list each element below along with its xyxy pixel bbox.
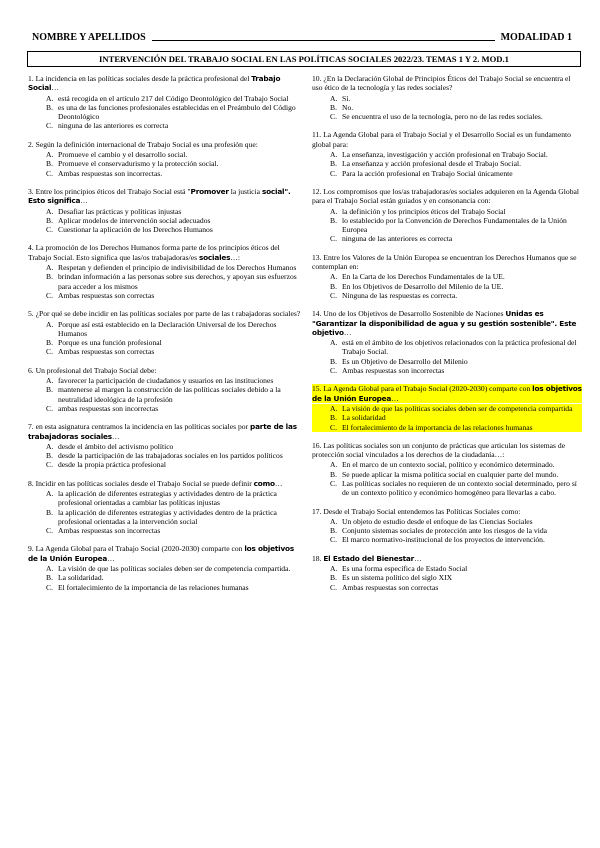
option-letter: A. — [330, 338, 338, 348]
question-text — [312, 187, 582, 206]
option-text: Desafiar las prácticas y políticas injustas — [58, 206, 182, 216]
option-text: ninguna de las anteriores es correcta — [342, 234, 453, 244]
question-stem: 11. La Agenda Global para el Trabajo Social y el Desarrollo Social es un fundamento global para: — [312, 130, 571, 149]
answer-option[interactable] — [28, 385, 304, 404]
answer-option[interactable] — [28, 347, 304, 356]
option-text: La solidaridad — [342, 413, 386, 423]
answer-option[interactable] — [312, 564, 582, 573]
answer-option[interactable] — [28, 489, 304, 508]
answer-options — [28, 207, 304, 235]
question — [28, 140, 304, 178]
option-letter: C. — [46, 403, 53, 413]
option-letter: B. — [46, 507, 53, 517]
question-stem: 12. Los compromisos que los/as trabajadoras/es sociales adquieren en la Agenda Global para el Trabajo Social están guiados y en consonancia con: — [312, 186, 579, 206]
question-keyword: los objetivos de la Unión Europea — [28, 544, 294, 563]
answer-option[interactable] — [312, 460, 582, 469]
option-letter: B. — [46, 102, 53, 112]
question — [28, 422, 304, 469]
option-text: la aplicación de diferentes estrategias y actividades dentro de la práctica profesional orientadas a cambiar las políticas injustas — [58, 488, 277, 508]
option-letter: A. — [330, 93, 338, 103]
question — [312, 309, 582, 375]
option-text: Aplicar modelos de intervención social adecuados — [58, 215, 211, 225]
option-letter: A. — [330, 564, 338, 574]
answer-option[interactable] — [312, 535, 582, 544]
option-text: Conjunto sistemas sociales de protección ante los riesgos de la vida — [342, 526, 547, 536]
modality-label: MODALIDAD 1 — [500, 32, 572, 43]
option-text: Las políticas sociales no requieren de un contexto social determinado, pero sí de un contexto político y económico homogéneo para llevarlas a cabo. — [342, 478, 577, 498]
question — [28, 243, 304, 300]
option-text: está en el ámbito de los objetivos relacionados con la práctica profesional del Trabajo Social. — [342, 338, 577, 357]
option-letter: A. — [330, 206, 338, 216]
question-stem: 16. Las políticas sociales son un conjunto de prácticas que articulan los sistemas de protección social vinculados a los derechos de la ciudadanía…: — [312, 440, 566, 460]
option-text: Ambas respuestas son correctas — [58, 347, 155, 357]
question-stem: 4. La promoción de los Derechos Humanos forma parte de los principios éticos del Trabajo Social. Esto significa que las/os trabajadoras/es — [28, 243, 280, 262]
answer-options — [28, 376, 304, 413]
name-label: NOMBRE Y APELLIDOS — [32, 32, 146, 43]
exam-title: INTERVENCIÓN DEL TRABAJO SOCIAL EN LAS POLÍTICAS SOCIALES 2022/23. TEMAS 1 Y 2. MOD.1 — [27, 51, 581, 67]
option-letter: C. — [46, 225, 53, 235]
option-text: La visión de que las políticas sociales deben ser de competencia compartida. — [58, 564, 291, 574]
answer-option[interactable] — [312, 357, 582, 366]
option-letter: B. — [330, 469, 337, 479]
question-text — [312, 441, 582, 460]
question-stem: 13. Entre los Valores de la Unión Europea se encuentran los Derechos Humanos que se contemplan en: — [312, 252, 577, 272]
option-text: No. — [342, 102, 354, 112]
option-letter: A. — [46, 488, 54, 498]
question-keyword: El Estado del Bienestar — [323, 553, 415, 563]
question-stem: 5. ¿Por qué se debe incidir en las políticas sociales por parte de las t rabajadoras sociales? — [28, 309, 301, 319]
option-letter: A. — [330, 403, 338, 413]
option-letter: B. — [330, 102, 337, 112]
answer-option[interactable] — [28, 263, 304, 272]
answer-option[interactable] — [312, 169, 582, 178]
option-text: mantenerse al margen la construcción de las políticas sociales debido a la neutralidad ideológica de la profesión — [58, 385, 281, 404]
answer-option[interactable] — [312, 94, 582, 103]
answer-option[interactable] — [28, 216, 304, 225]
option-letter: C. — [330, 478, 337, 488]
question-keyword: sociales — [198, 252, 231, 262]
answer-option[interactable] — [312, 150, 582, 159]
option-text: En el marco de un contexto social, político y económico determinado. — [342, 460, 555, 470]
answer-option[interactable] — [28, 338, 304, 347]
answer-option[interactable] — [28, 564, 304, 573]
option-text: Ambas respuestas son incorrectas — [342, 366, 445, 376]
option-text: Porque así está establecido en la Declaración Universal de los Derechos Humanos — [58, 319, 277, 338]
answer-option[interactable] — [312, 404, 582, 413]
answer-options — [312, 404, 582, 432]
option-letter: C. — [46, 347, 53, 357]
option-letter: A. — [330, 150, 338, 160]
option-text: En la Carta de los Derechos Fundamentales de la UE. — [342, 272, 505, 282]
question-suffix-2: … — [80, 196, 88, 206]
question — [312, 554, 582, 592]
option-letter: B. — [330, 573, 337, 583]
question-text — [312, 74, 582, 93]
answer-option[interactable] — [28, 526, 304, 535]
question — [28, 479, 304, 536]
option-letter: C. — [330, 168, 337, 178]
question-stem-2: la justicia — [228, 186, 262, 196]
option-text: Ambas respuestas son correctas — [58, 290, 155, 300]
question-stem: 1. La incidencia en las políticas sociales desde la práctica profesional del — [28, 74, 252, 83]
question-suffix: … — [274, 478, 283, 488]
answer-options — [312, 517, 582, 545]
question-text — [312, 384, 582, 403]
answer-option[interactable] — [28, 573, 304, 582]
option-letter: C. — [330, 535, 337, 545]
option-text: desde la propia práctica profesional — [58, 460, 166, 470]
option-text: Porque es una función profesional — [58, 338, 162, 348]
option-letter: B. — [330, 159, 337, 169]
option-text: Para la acción profesional en Trabajo Social únicamente — [342, 168, 513, 178]
answer-option[interactable] — [312, 291, 582, 300]
option-text: ambas respuestas son incorrectas — [58, 403, 159, 413]
question — [28, 366, 304, 413]
option-text: desde el ámbito del activismo político — [58, 441, 174, 451]
answer-options — [312, 94, 582, 122]
question-keyword: Trabajo Social — [28, 74, 281, 93]
answer-option[interactable] — [28, 442, 304, 451]
question — [28, 544, 304, 591]
question-text — [28, 243, 304, 262]
option-text: Ninguna de las respuestas es correcta. — [342, 290, 458, 300]
question — [312, 130, 582, 177]
option-text: La enseñanza y acción profesional desde el Trabajo Social. — [342, 159, 522, 169]
answer-option[interactable] — [28, 272, 304, 291]
answer-option[interactable] — [312, 103, 582, 112]
question-stem: 7. en esta asignatura centramos la incidencia en las políticas sociales por — [28, 422, 251, 432]
answer-options — [28, 150, 304, 178]
answer-option[interactable] — [312, 526, 582, 535]
answer-option[interactable] — [28, 207, 304, 216]
answer-option[interactable] — [312, 207, 582, 216]
option-text: La enseñanza, investigación y acción profesional en Trabajo Social. — [342, 150, 548, 160]
answer-option[interactable] — [312, 216, 582, 235]
question-text — [28, 309, 304, 318]
question-suffix: … — [51, 83, 59, 93]
answer-option[interactable] — [28, 583, 304, 592]
answer-options — [28, 320, 304, 357]
option-text: Ambas respuestas son incorrectas. — [58, 168, 163, 178]
option-text: Promueve el cambio y el desarrollo social. — [58, 150, 188, 160]
question-text — [28, 187, 304, 206]
option-text: lo establecido por la Convención de Derechos Fundamentales de la Unión Europea — [342, 215, 567, 235]
option-text: El fortalecimiento de la importancia de las relaciones humanas — [342, 422, 533, 432]
answer-options — [312, 150, 582, 178]
question-keyword: Unidas es "Garantizar la disponibilidad de agua y su gestión sostenible". Este objetivo — [312, 309, 577, 337]
option-letter: B. — [46, 573, 53, 583]
option-letter: B. — [330, 215, 337, 225]
answer-option[interactable] — [312, 272, 582, 281]
question — [312, 187, 582, 244]
question-suffix: … — [414, 553, 422, 563]
answer-option[interactable] — [28, 320, 304, 339]
question-text — [28, 544, 304, 563]
question-stem: 10. ¿En la Declaración Global de Principios Éticos del Trabajo Social se encuentra el uso ético de la tecnología y las redes sociales? — [312, 74, 571, 93]
answer-option[interactable] — [312, 282, 582, 291]
question — [312, 74, 582, 121]
question — [312, 253, 582, 300]
question-keyword: Promover — [190, 186, 229, 196]
question-text — [28, 366, 304, 375]
question-suffix: … — [107, 553, 115, 563]
option-text: Se puede aplicar la misma política social en cualquier parte del mundo. — [342, 469, 559, 479]
option-text: Respetan y defienden el principio de indivisibilidad de los Derechos Humanos — [58, 263, 297, 273]
answer-option[interactable] — [28, 404, 304, 413]
option-letter: C. — [46, 526, 53, 536]
answer-option[interactable] — [28, 508, 304, 527]
left-column — [28, 74, 304, 601]
option-text: desde la participación de las trabajadoras sociales en los partidos políticos — [58, 451, 283, 461]
question-keyword-2: social". Esto significa — [28, 186, 291, 206]
option-letter: A. — [46, 319, 54, 329]
question-stem: 6. Un profesional del Trabajo Social debe: — [28, 365, 157, 375]
option-text: está recogida en el artículo 217 del Código Deontológico del Trabajo Social — [58, 93, 289, 103]
option-text: Sí. — [342, 93, 351, 103]
answer-options — [312, 207, 582, 244]
question-suffix: … — [391, 393, 399, 403]
answer-options — [28, 94, 304, 131]
answer-options — [28, 263, 304, 300]
option-letter: B. — [330, 413, 337, 423]
answer-option[interactable] — [28, 376, 304, 385]
answer-option[interactable] — [312, 413, 582, 422]
question-keyword: parte de las trabajadoras sociales — [28, 422, 297, 441]
answer-option[interactable] — [28, 451, 304, 460]
answer-option[interactable] — [312, 583, 582, 592]
option-letter: A. — [46, 376, 54, 386]
question-suffix: … — [343, 327, 352, 337]
option-letter: A. — [46, 150, 54, 160]
option-letter: B. — [46, 338, 53, 348]
option-letter: B. — [46, 451, 53, 461]
answer-option[interactable] — [28, 159, 304, 168]
answer-options — [312, 338, 582, 375]
question-text — [28, 74, 304, 93]
option-letter: A. — [330, 460, 338, 470]
question-keyword: los objetivos de la Unión Europea — [312, 384, 582, 403]
option-text: Es una forma específica de Estado Social — [342, 564, 468, 574]
answer-options — [312, 460, 582, 497]
option-letter: C. — [330, 234, 337, 244]
question-stem: 8. Incidir en las políticas sociales desde el Trabajo Social se puede definir — [28, 478, 254, 488]
answer-option[interactable] — [28, 460, 304, 469]
option-text: la definición y los principios éticos del Trabajo Social — [342, 206, 506, 216]
answer-option[interactable] — [28, 103, 304, 122]
answer-option[interactable] — [312, 517, 582, 526]
option-text: Es un Objetivo de Desarrollo del Milenio — [342, 356, 468, 366]
option-text: la aplicación de diferentes estrategias y actividades dentro de la práctica profesional orientadas a la intervención social — [58, 507, 277, 526]
answer-option[interactable] — [28, 121, 304, 130]
option-letter: C. — [330, 422, 337, 432]
option-text: Promueve el conservadurismo y la protección social. — [58, 159, 219, 169]
option-text: Cuestionar la aplicación de los Derechos Humanos — [58, 225, 213, 235]
option-text: favorecer la participación de ciudadanos y usuarios en las instituciones — [58, 376, 274, 386]
option-letter: C. — [46, 290, 53, 300]
question — [312, 384, 582, 431]
answer-option[interactable] — [28, 94, 304, 103]
option-text: La visión de que las políticas sociales deben ser de competencia compartida — [342, 403, 573, 413]
option-letter: B. — [330, 526, 337, 536]
right-column — [312, 74, 582, 601]
question-keyword: como — [253, 478, 275, 488]
question-stem: 14. Uno de los Objetivos de Desarrollo Sostenible de Naciones — [312, 309, 506, 319]
question-text — [28, 140, 304, 149]
answer-option[interactable] — [28, 291, 304, 300]
question — [28, 74, 304, 131]
option-letter: C. — [46, 582, 53, 592]
option-letter: A. — [46, 263, 54, 273]
answer-option[interactable] — [312, 573, 582, 582]
header — [32, 32, 572, 43]
option-text: El fortalecimiento de la importancia de las relaciones humanas — [58, 582, 249, 592]
answer-options — [312, 564, 582, 592]
answer-options — [28, 489, 304, 535]
answer-options — [312, 272, 582, 300]
option-letter: C. — [46, 460, 53, 470]
answer-option[interactable] — [312, 112, 582, 121]
question-text — [312, 130, 582, 149]
question-suffix: … — [111, 431, 120, 441]
option-letter: A. — [46, 564, 54, 574]
answer-option[interactable] — [312, 234, 582, 243]
option-letter: B. — [46, 272, 53, 282]
option-letter: B. — [46, 159, 53, 169]
question-stem: 3. Entre los principios éticos del Trabajo Social está " — [28, 186, 191, 196]
option-letter: B. — [46, 215, 53, 225]
question — [28, 187, 304, 234]
option-letter: A. — [330, 272, 338, 282]
name-line[interactable] — [152, 32, 495, 41]
answer-option[interactable] — [312, 366, 582, 375]
option-text: brindan información a las personas sobre sus derechos, y apoyan sus esfuerzos para acceder a los mismos — [58, 272, 297, 291]
option-text: ninguna de las anteriores es correcta — [58, 121, 169, 131]
question-stem: 17. Desde el Trabajo Social entendemos las Políticas Sociales como: — [312, 506, 521, 516]
answer-options — [28, 564, 304, 592]
option-text: Un objeto de estudio desde el enfoque de las Ciencias Sociales — [342, 516, 533, 526]
option-text: Ambas respuestas son incorrectas — [58, 526, 161, 536]
option-text: es una de las funciones profesionales establecidas en el Preámbulo del Código Deontológico — [58, 102, 296, 122]
option-text: El marco normativo-institucional de los proyectos de intervención. — [342, 535, 545, 545]
option-letter: B. — [46, 385, 53, 395]
answer-option[interactable] — [312, 470, 582, 479]
answer-option[interactable] — [312, 159, 582, 168]
option-letter: B. — [330, 356, 337, 366]
question-stem: 18. — [312, 553, 324, 563]
option-letter: A. — [46, 441, 54, 451]
option-letter: C. — [330, 366, 337, 376]
question-text — [312, 507, 582, 516]
option-letter: C. — [46, 121, 53, 131]
option-letter: C. — [330, 112, 337, 122]
question-text — [312, 554, 582, 563]
option-text: En los Objetivos de Desarrollo del Milenio de la UE. — [342, 281, 504, 291]
option-letter: C. — [330, 582, 337, 592]
option-letter: A. — [46, 206, 54, 216]
question — [28, 309, 304, 356]
question-stem: 9. La Agenda Global para el Trabajo Social (2020-2030) comparte con — [28, 544, 245, 554]
question — [312, 441, 582, 498]
question-text — [28, 479, 304, 488]
option-letter: A. — [46, 93, 54, 103]
question-suffix: …: — [230, 252, 240, 262]
option-letter: C. — [46, 168, 53, 178]
answer-option[interactable] — [312, 479, 582, 498]
question — [312, 507, 582, 545]
answer-option[interactable] — [312, 338, 582, 357]
question-text — [312, 253, 582, 272]
question-text — [28, 422, 304, 441]
answer-option[interactable] — [28, 169, 304, 178]
option-text: Ambas respuestas son correctas — [342, 582, 439, 592]
option-letter: A. — [330, 516, 338, 526]
question-text — [312, 309, 582, 337]
option-letter: B. — [330, 281, 337, 291]
option-letter: C. — [330, 290, 337, 300]
option-text: Es un sistema político del siglo XIX — [342, 573, 453, 583]
question-stem: 15. La Agenda Global para el Trabajo Social (2020-2030) comparte con — [312, 384, 533, 394]
answer-option[interactable] — [312, 423, 582, 432]
answer-option[interactable] — [28, 150, 304, 159]
question-stem: 2. Según la definición internacional de Trabajo Social es una profesión que: — [28, 139, 258, 149]
option-text: La solidaridad. — [58, 573, 104, 583]
answer-options — [28, 442, 304, 470]
answer-option[interactable] — [28, 225, 304, 234]
option-text: Se encuentra el uso de la tecnología, pero no de las redes sociales. — [342, 112, 543, 122]
